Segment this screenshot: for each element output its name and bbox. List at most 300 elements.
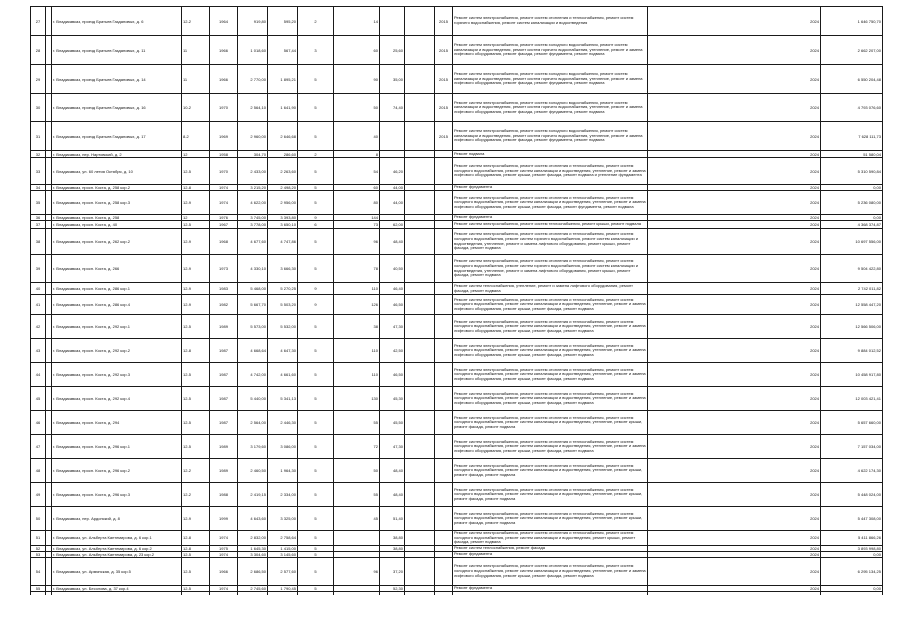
cell-n: 50 xyxy=(334,459,380,483)
register-table xyxy=(30,6,883,625)
cell-total: 10 697 556,00 xyxy=(821,229,883,255)
cell-a1: 919,80 xyxy=(238,7,268,36)
cell-yr xyxy=(435,255,453,283)
cell-a2: 3 086,00 xyxy=(268,435,298,459)
cell-plan: 2024 xyxy=(648,151,821,158)
cell-c3: 12-5 xyxy=(182,435,210,459)
cell-a1: 3 179,60 xyxy=(238,435,268,459)
cell-f: 2 xyxy=(298,7,334,36)
cell-p: 45,50 xyxy=(380,411,405,435)
cell-c3: 12-5 xyxy=(182,585,210,591)
table-row xyxy=(31,315,883,339)
cell-plan: 2024 xyxy=(648,545,821,551)
cell-a2: 2 758,64 xyxy=(268,531,298,546)
cell-p: 40,50 xyxy=(380,255,405,283)
cell-a2: 2 334,00 xyxy=(268,483,298,507)
cell-no: 35 xyxy=(31,191,46,215)
cell-a2: 3 393,80 xyxy=(268,215,298,221)
cell-work: Ремонт систем электроснабжения, ремонт систем отопления и теплоснабжения, ремонт систем холодного водоснабжения, ремонт систем канализации и водоотведения, утепление, ремонт и замена лифтового оборудования, ремонт крыши, ремонт фасада, ремонт подвала и утепление фундамента xyxy=(453,158,648,185)
cell-total: 0,00 xyxy=(821,185,883,191)
cell-a2: 1 641,90 xyxy=(268,94,298,122)
cell-total: 5 447 308,00 xyxy=(821,507,883,531)
cell-c3: 12-9 xyxy=(182,191,210,215)
cell-no: 41 xyxy=(31,295,46,315)
cell-addr: г. Владикавказ, пер. Нартовский, д. 2 xyxy=(52,151,182,158)
cell-empty xyxy=(405,7,435,36)
cell-f: 9 xyxy=(298,295,334,315)
cell-work: Ремонт систем электроснабжения, ремонт систем отопления и теплоснабжения, ремонт систем холодного водоснабжения, ремонт систем канализации и водоотведения, утепление, ремонт и замена лифтового оборудования, ремонт крыши, ремонт фасада, ремонт фундамента, ремонт подвала xyxy=(453,191,648,215)
cell-empty xyxy=(405,459,435,483)
cell-a2: 5 503,20 xyxy=(268,295,298,315)
cell-p: 48,40 xyxy=(380,459,405,483)
cell-work: Ремонт фундамента xyxy=(453,585,648,591)
cell-addr: г. Владикавказ, просп. Коста, д. 296 кор.1 xyxy=(52,435,182,459)
cell-total: 4 793 076,60 xyxy=(821,94,883,122)
cell-p: 48,40 xyxy=(380,483,405,507)
cell-addr: г. Владикавказ, просп. Коста, д. 286 кор.1 xyxy=(52,283,182,295)
cell-addr: г. Владикавказ, ул. Армянская, д. 35 кор.5 xyxy=(52,557,182,585)
cell-f: 5 xyxy=(298,339,334,363)
cell-work: Ремонт систем электроснабжения, ремонт систем отопления и теплоснабжения, ремонт систем холодного водоснабжения, ремонт систем канализации и водоотведения, утепление, ремонт и замена лифтового оборудования, ремонт крыши, ремонт фасада, ремонт подвала xyxy=(453,557,648,585)
cell-a1: 2 686,50 xyxy=(238,557,268,585)
cell-f: 5 xyxy=(298,531,334,546)
cell-yr: 2015 xyxy=(435,7,453,36)
cell-yr xyxy=(435,459,453,483)
cell-work: Ремонт систем электроснабжения, ремонт систем отопления и теплоснабжения, ремонт систем холодного водоснабжения, ремонт систем канализации и водоотведения, утепление, ремонт и замена лифтового оборудования, ремонт крыши, ремонт фасада, ремонт подвала xyxy=(453,339,648,363)
table-row xyxy=(31,158,883,185)
cell-p: 46,40 xyxy=(380,283,405,295)
cell-f: 5 xyxy=(298,507,334,531)
cell-p xyxy=(380,151,405,158)
cell-c3: 12-9 xyxy=(182,507,210,531)
cell-total: 6 550 204,48 xyxy=(821,65,883,94)
cell-a2: 1 895,21 xyxy=(268,65,298,94)
cell-a1: 2 960,00 xyxy=(238,122,268,151)
cell-c3: 12-5 xyxy=(182,557,210,585)
cell-f: 5 xyxy=(298,411,334,435)
cell-a1: 3 745,00 xyxy=(238,215,268,221)
cell-a2: 1 964,30 xyxy=(268,459,298,483)
cell-yr xyxy=(435,158,453,185)
cell-plan: 2024 xyxy=(648,531,821,546)
cell-no: 51 xyxy=(31,531,46,546)
cell-addr: г. Владикавказ, ул. 60 летия Октября, д. 10 xyxy=(52,158,182,185)
table-row xyxy=(31,94,883,122)
cell-a1: 3 304,60 xyxy=(238,551,268,557)
cell-f: 5 xyxy=(298,185,334,191)
cell-total: 1 646 750,70 xyxy=(821,7,883,36)
cell-no: 45 xyxy=(31,387,46,411)
cell-no: 55 xyxy=(31,585,46,591)
cell-a1: 1 645,30 xyxy=(238,545,268,551)
cell-addr: г. Владикавказ, ул. Бесолова, д. 37 кор.4 xyxy=(52,585,182,591)
cell-work: Ремонт систем теплоснабжения, утепление, ремонт и замена лифтового оборудования, ремонт фасада, ремонт подвала xyxy=(453,283,648,295)
cell-n: 110 xyxy=(334,363,380,387)
cell-n: 144 xyxy=(334,215,380,221)
cell-total: 9 504 422,80 xyxy=(821,255,883,283)
cell-addr: г. Владикавказ, пер. Ардонский, д. 8 xyxy=(52,507,182,531)
cell-year: 1987 xyxy=(210,411,238,435)
cell-f: 5 xyxy=(298,191,334,215)
cell-p: 44,00 xyxy=(380,185,405,191)
cell-work: Ремонт подвала xyxy=(453,151,648,158)
cell-f: 5 xyxy=(298,65,334,94)
cell-c3: 12-2 xyxy=(182,483,210,507)
cell-a1: 4 330,10 xyxy=(238,255,268,283)
cell-n: 45 xyxy=(334,507,380,531)
cell-empty xyxy=(405,339,435,363)
cell-no: 53 xyxy=(31,551,46,557)
cell-p: 46,50 xyxy=(380,295,405,315)
cell-work: Ремонт систем электроснабжения, ремонт систем отопления и теплоснабжения, ремонт систем холодного водоснабжения, ремонт систем канализации и водоотведения, утепление, ремонт крыши, ремонт фасада, ремонт подвала xyxy=(453,459,648,483)
cell-year: 1987 xyxy=(210,339,238,363)
cell-c3: 12-9 xyxy=(182,229,210,255)
cell-c3: 12-8 xyxy=(182,531,210,546)
cell-total: 0,00 xyxy=(821,215,883,221)
cell-plan: 2024 xyxy=(648,435,821,459)
cell-total: 5 236 080,00 xyxy=(821,191,883,215)
cell-empty xyxy=(405,151,435,158)
table-row xyxy=(31,36,883,65)
cell-f: 5 xyxy=(298,315,334,339)
cell-year: 1966 xyxy=(210,36,238,65)
cell-total: 5 448 024,00 xyxy=(821,483,883,507)
table-row xyxy=(31,122,883,151)
cell-year: 1966 xyxy=(210,557,238,585)
cell-f: 5 xyxy=(298,255,334,283)
cell-work: Ремонт систем теплоснабжения, ремонт фасада xyxy=(453,545,648,551)
table-row xyxy=(31,65,883,94)
cell-p: 47,30 xyxy=(380,435,405,459)
cell-no: 29 xyxy=(31,65,46,94)
cell-total: 4 622 174,30 xyxy=(821,459,883,483)
cell-a1: 2 832,00 xyxy=(238,531,268,546)
blank-margin xyxy=(0,595,905,640)
cell-plan: 2024 xyxy=(648,215,821,221)
cell-addr: г. Владикавказ, просп. Коста, д. 292 кор.1 xyxy=(52,315,182,339)
cell-work: Ремонт систем электроснабжения, ремонт систем холодного водоснабжения, ремонт систем канализации и водоотведения, ремонт систем горячего водоснабжения, утепление, ремонт и замена лифтового оборудования, ремонт фасада, ремонт фундамента, ремонт подвала xyxy=(453,65,648,94)
cell-n: 96 xyxy=(334,229,380,255)
cell-c3: 12-5 xyxy=(182,158,210,185)
cell-p: 46,50 xyxy=(380,363,405,387)
cell-empty xyxy=(405,283,435,295)
cell-a1: 4 742,00 xyxy=(238,363,268,387)
cell-f: 5 xyxy=(298,122,334,151)
cell-total: 12 003 421,41 xyxy=(821,387,883,411)
cell-work: Ремонт систем электроснабжения, ремонт систем отопления и теплоснабжения, ремонт систем холодного водоснабжения, ремонт систем горячего водоснабжения, ремонт систем канализации и водоотведения, утепление, ремонт и замена лифтового оборудования, ремонт крыши, ремонт фасада, ремонт подвала xyxy=(453,255,648,283)
cell-a1: 2 564,00 xyxy=(238,411,268,435)
cell-addr: г. Владикавказ, просп. Коста, д. 292 кор.2 xyxy=(52,339,182,363)
cell-empty xyxy=(405,94,435,122)
cell-plan: 2024 xyxy=(648,507,821,531)
cell-n: 50 xyxy=(334,94,380,122)
cell-a2: 1 415,00 xyxy=(268,545,298,551)
cell-yr: 2015 xyxy=(435,94,453,122)
cell-a1: 2 770,00 xyxy=(238,65,268,94)
cell-yr xyxy=(435,531,453,546)
cell-no: 31 xyxy=(31,122,46,151)
cell-year: 1987 xyxy=(210,387,238,411)
cell-c3: 12-5 xyxy=(182,315,210,339)
cell-f: 5 xyxy=(298,229,334,255)
cell-plan: 2024 xyxy=(648,295,821,315)
cell-yr xyxy=(435,363,453,387)
cell-addr: г. Владикавказ, просп. Коста, д. 296 кор.2 xyxy=(52,459,182,483)
cell-year: 1976 xyxy=(210,215,238,221)
cell-a1: 4 677,60 xyxy=(238,229,268,255)
cell-n: 110 xyxy=(334,283,380,295)
cell-year: 1989 xyxy=(210,459,238,483)
cell-year: 1968 xyxy=(210,229,238,255)
table-row xyxy=(31,221,883,229)
cell-year: 1969 xyxy=(210,122,238,151)
cell-empty xyxy=(405,122,435,151)
cell-n: 80 xyxy=(334,191,380,215)
cell-empty xyxy=(405,483,435,507)
cell-a1: 5 468,00 xyxy=(238,283,268,295)
cell-year: 1989 xyxy=(210,315,238,339)
cell-c3: 12-5 xyxy=(182,551,210,557)
cell-c3: 12-8 xyxy=(182,545,210,551)
cell-p: 52,30 xyxy=(380,585,405,591)
cell-c3: 12-2 xyxy=(182,459,210,483)
cell-year: 1975 xyxy=(210,545,238,551)
cell-c3: 12-8 xyxy=(182,185,210,191)
cell-c3: 12-2 xyxy=(182,7,210,36)
cell-empty xyxy=(405,295,435,315)
table-row xyxy=(31,387,883,411)
cell-year: 1970 xyxy=(210,94,238,122)
cell-yr xyxy=(435,483,453,507)
cell-empty xyxy=(405,65,435,94)
cell-c3: 10-2 xyxy=(182,94,210,122)
cell-a2: 2 263,60 xyxy=(268,158,298,185)
cell-total: 5 310 590,84 xyxy=(821,158,883,185)
cell-a2: 5 270,25 xyxy=(268,283,298,295)
table-row xyxy=(31,283,883,295)
cell-work: Ремонт систем электроснабжения, ремонт систем отопления и теплоснабжения, ремонт систем холодного водоснабжения, ремонт систем канализации и водоотведения, утепление, ремонт и замена лифтового оборудования, ремонт крыши, ремонт фасада, ремонт подвала xyxy=(453,295,648,315)
table-row xyxy=(31,255,883,283)
cell-f: 5 xyxy=(298,545,334,551)
cell-empty xyxy=(405,363,435,387)
cell-addr: г. Владикавказ, просп. Коста, д. 258 кор.3 xyxy=(52,191,182,215)
cell-plan: 2024 xyxy=(648,255,821,283)
cell-plan: 2024 xyxy=(648,585,821,591)
cell-no: 43 xyxy=(31,339,46,363)
cell-plan: 2024 xyxy=(648,339,821,363)
cell-no: 52 xyxy=(31,545,46,551)
cell-plan: 2024 xyxy=(648,557,821,585)
cell-c3: 12-5 xyxy=(182,387,210,411)
cell-n: 54 xyxy=(334,158,380,185)
cell-a1: 3 215,20 xyxy=(238,185,268,191)
cell-a1: 2 433,00 xyxy=(238,158,268,185)
cell-year: 1974 xyxy=(210,191,238,215)
cell-work: Ремонт систем электроснабжения, ремонт систем отопления и теплоснабжения, ремонт систем холодного водоснабжения, ремонт систем канализации и водоотведения, утепление, ремонт и замена лифтового оборудования, ремонт крыши, ремонт фасада, ремонт подвала xyxy=(453,315,648,339)
cell-n: 14 xyxy=(334,7,380,36)
cell-work: Ремонт систем электроснабжения, ремонт систем отопления и теплоснабжения, ремонт систем горячего водоснабжения, ремонт систем канализации и водоотведения xyxy=(453,7,648,36)
cell-plan: 2024 xyxy=(648,551,821,557)
cell-f: 5 xyxy=(298,158,334,185)
cell-n: 40 xyxy=(334,122,380,151)
cell-yr xyxy=(435,191,453,215)
cell-yr xyxy=(435,507,453,531)
table-row xyxy=(31,339,883,363)
cell-empty xyxy=(405,507,435,531)
cell-total: 10 458 917,80 xyxy=(821,363,883,387)
cell-n: 60 xyxy=(334,185,380,191)
cell-yr xyxy=(435,387,453,411)
cell-p: 45,30 xyxy=(380,387,405,411)
cell-f: 5 xyxy=(298,551,334,557)
cell-work: Ремонт фундамента xyxy=(453,215,648,221)
cell-yr xyxy=(435,283,453,295)
table-row xyxy=(31,151,883,158)
cell-work: Ремонт систем электроснабжения, ремонт систем отопления и теплоснабжения, ремонт систем холодного водоснабжения, ремонт систем канализации и водоотведения, утепление, ремонт крыши, ремонт фасада, ремонт подвала xyxy=(453,483,648,507)
cell-empty xyxy=(405,158,435,185)
cell-total: 4 368 374,87 xyxy=(821,221,883,229)
cell-c3: 12-5 xyxy=(182,221,210,229)
cell-p: 74,40 xyxy=(380,94,405,122)
cell-p: 47,30 xyxy=(380,315,405,339)
cell-total: 12 558 447,20 xyxy=(821,295,883,315)
cell-a1: 4 643,60 xyxy=(238,507,268,531)
cell-c3: 12-8 xyxy=(182,339,210,363)
cell-plan: 2024 xyxy=(648,221,821,229)
cell-a2: 2 577,60 xyxy=(268,557,298,585)
cell-total: 5 411 866,26 xyxy=(821,531,883,546)
cell-work: Ремонт систем электроснабжения, ремонт систем отопления и теплоснабжения, ремонт систем холодного водоснабжения, ремонт систем канализации и водоотведения, утепление, ремонт крыши, ремонт фасада, ремонт подвала xyxy=(453,507,648,531)
cell-work: Ремонт систем электроснабжения, ремонт систем отопления и теплоснабжения, ремонт систем холодного водоснабжения, ремонт систем канализации и водоотведения, утепление, ремонт и замена лифтового оборудования, ремонт крыши, ремонт фасада, ремонт подвала xyxy=(453,363,648,387)
cell-a1: 2 564,10 xyxy=(238,94,268,122)
cell-a2: 2 446,30 xyxy=(268,411,298,435)
cell-yr xyxy=(435,151,453,158)
cell-f: 5 xyxy=(298,459,334,483)
cell-plan: 2024 xyxy=(648,191,821,215)
cell-no: 38 xyxy=(31,229,46,255)
cell-a2: 4 661,60 xyxy=(268,363,298,387)
cell-addr: г. Владикавказ, просп. Коста, д. 262 кор.2 xyxy=(52,229,182,255)
cell-year: 1958 xyxy=(210,151,238,158)
cell-c3: 12-9 xyxy=(182,295,210,315)
table-row xyxy=(31,363,883,387)
cell-addr: г. Владикавказ, просп. Коста, д. 258 xyxy=(52,215,182,221)
cell-a2: 3 650,10 xyxy=(268,221,298,229)
cell-n: 8 xyxy=(334,151,380,158)
cell-n: 38 xyxy=(334,315,380,339)
cell-no: 42 xyxy=(31,315,46,339)
cell-a2: 2 956,00 xyxy=(268,191,298,215)
cell-a1: 4 668,64 xyxy=(238,339,268,363)
cell-f: 5 xyxy=(298,363,334,387)
cell-p: 38,80 xyxy=(380,545,405,551)
cell-addr: г. Владикавказ, проезд Братьев Газдановых, д. 14 xyxy=(52,65,182,94)
cell-a1: 304,70 xyxy=(238,151,268,158)
cell-a1: 4 622,00 xyxy=(238,191,268,215)
cell-yr xyxy=(435,315,453,339)
cell-n: 72 xyxy=(334,435,380,459)
cell-plan: 2024 xyxy=(648,283,821,295)
cell-addr: г. Владикавказ, проезд Братьев Газдановых, д. 16 xyxy=(52,94,182,122)
cell-p xyxy=(380,7,405,36)
cell-no: 32 xyxy=(31,151,46,158)
cell-empty xyxy=(405,557,435,585)
cell-n: 55 xyxy=(334,483,380,507)
cell-total: 0,00 xyxy=(821,551,883,557)
cell-year: 1974 xyxy=(210,551,238,557)
cell-total: 2 662 207,00 xyxy=(821,36,883,65)
cell-no: 44 xyxy=(31,363,46,387)
cell-empty xyxy=(405,255,435,283)
cell-total: 7 157 034,00 xyxy=(821,435,883,459)
cell-n: 55 xyxy=(334,411,380,435)
cell-plan: 2024 xyxy=(648,36,821,65)
cell-f: 5 xyxy=(298,483,334,507)
cell-c3: 11 xyxy=(182,36,210,65)
cell-a1: 2 745,60 xyxy=(238,585,268,591)
register-sheet xyxy=(30,6,880,594)
cell-work: Ремонт систем электроснабжения, ремонт систем отопления и теплоснабжения, ремонт систем холодного водоснабжения, ремонт систем горячего водоснабжения, ремонт систем канализации и водоотведения, утепление, ремонт и замена лифтового оборудования, ремонт крыши, ремонт фасада, ремонт подвала xyxy=(453,229,648,255)
cell-c3: 12-5 xyxy=(182,363,210,387)
cell-year: 1974 xyxy=(210,585,238,591)
cell-year: 1974 xyxy=(210,185,238,191)
cell-yr xyxy=(435,557,453,585)
cell-no: 39 xyxy=(31,255,46,283)
table-row xyxy=(31,295,883,315)
cell-f: 5 xyxy=(298,585,334,591)
cell-plan: 2024 xyxy=(648,363,821,387)
table-row xyxy=(31,459,883,483)
cell-a2: 286,60 xyxy=(268,151,298,158)
cell-work: Ремонт фундамента xyxy=(453,185,648,191)
cell-empty xyxy=(405,229,435,255)
cell-p: 38,80 xyxy=(380,531,405,546)
cell-plan: 2024 xyxy=(648,122,821,151)
cell-no: 47 xyxy=(31,435,46,459)
cell-work: Ремонт систем электроснабжения, ремонт систем отопления и теплоснабжения, ремонт систем холодного водоснабжения, ремонт систем канализации и водоотведения, утепление, ремонт и замена лифтового оборудования, ремонт крыши, ремонт фасада, ремонт подвала xyxy=(453,435,648,459)
cell-year: 1988 xyxy=(210,483,238,507)
cell-a1: 2 419,15 xyxy=(238,483,268,507)
cell-f: 3 xyxy=(298,36,334,65)
cell-yr xyxy=(435,339,453,363)
cell-no: 30 xyxy=(31,94,46,122)
cell-yr xyxy=(435,221,453,229)
cell-addr: г. Владикавказ, просп. Коста, д. 40 xyxy=(52,221,182,229)
cell-empty xyxy=(405,315,435,339)
cell-total: 2 742 011,82 xyxy=(821,283,883,295)
cell-no: 40 xyxy=(31,283,46,295)
cell-a2: 3 145,60 xyxy=(268,551,298,557)
cell-addr: г. Владикавказ, просп. Коста, д. 286 кор.4 xyxy=(52,295,182,315)
cell-year: 1966 xyxy=(210,65,238,94)
cell-addr: г. Владикавказ, просп. Коста, д. 292 кор.3 xyxy=(52,363,182,387)
cell-work: Ремонт фундамента xyxy=(453,551,648,557)
cell-no: 37 xyxy=(31,221,46,229)
cell-c3: 12-5 xyxy=(182,411,210,435)
cell-a2: 2 646,68 xyxy=(268,122,298,151)
cell-f: 6 xyxy=(298,221,334,229)
cell-p: 48,40 xyxy=(380,229,405,255)
cell-plan: 2024 xyxy=(648,185,821,191)
cell-a1: 2 460,50 xyxy=(238,459,268,483)
cell-c3: 12 xyxy=(182,215,210,221)
table-row xyxy=(31,411,883,435)
cell-a2: 5 341,13 xyxy=(268,387,298,411)
cell-year: 1982 xyxy=(210,295,238,315)
cell-work: Ремонт систем электроснабжения, ремонт систем холодного водоснабжения, ремонт систем канализации и водоотведения, ремонт систем горячего водоснабжения, утепление, ремонт и замена лифтового оборудования, ремонт фасада, ремонт фундамента, ремонт подвала xyxy=(453,122,648,151)
cell-a2: 3 666,30 xyxy=(268,255,298,283)
cell-total: 3 893 998,80 xyxy=(821,545,883,551)
